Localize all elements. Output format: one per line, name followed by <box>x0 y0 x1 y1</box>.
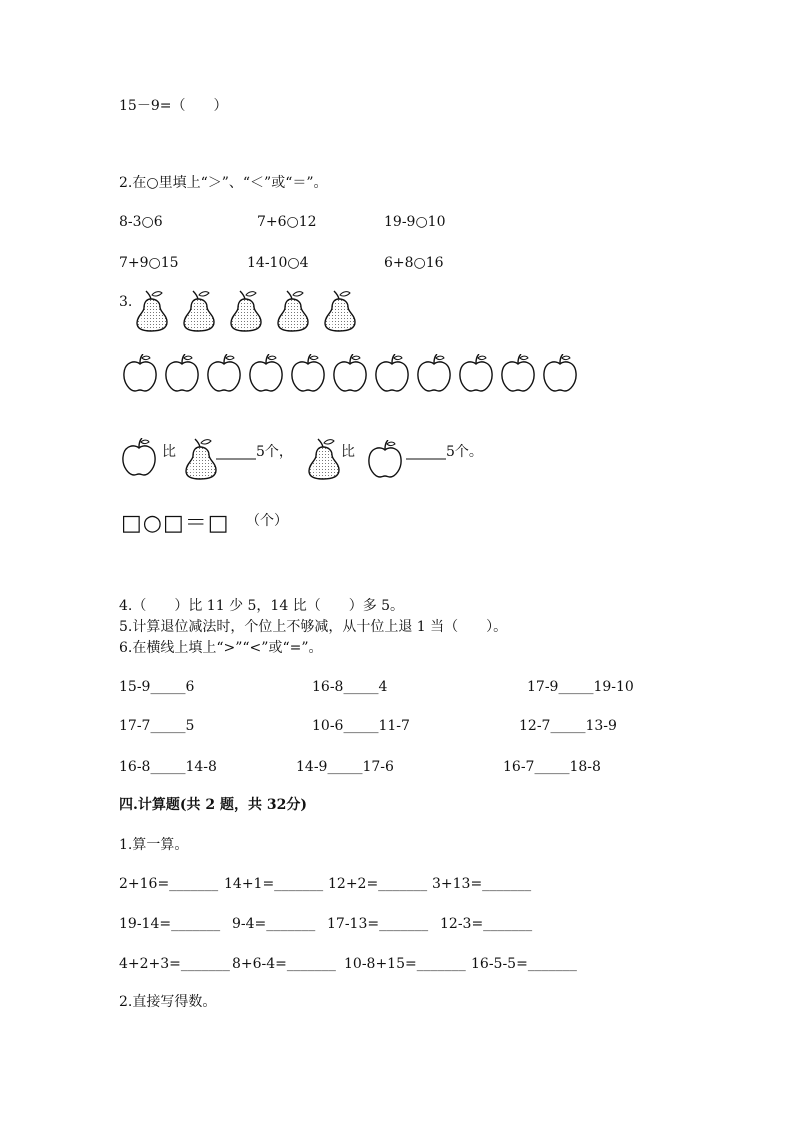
calc-item: 9-4=_______ <box>232 916 316 932</box>
calc-q2-title: 2.直接写得数。 <box>119 994 217 1010</box>
q6-item: 12-7_____13-9 <box>519 718 617 734</box>
calc-item: 10-8+15=_______ <box>344 956 466 972</box>
calc-item: 17-13=_______ <box>327 916 429 932</box>
apple-icon <box>121 438 157 476</box>
formula-boxes[interactable]: □○□＝□ <box>121 511 230 536</box>
apple-icon <box>367 440 403 478</box>
q2-item: 14-10○4 <box>247 255 309 271</box>
q6-item: 16-8_____4 <box>312 679 388 695</box>
apple-icon <box>458 354 494 392</box>
apple-icon <box>206 354 242 392</box>
q6-title: 6.在横线上填上“>”“<”或“=”。 <box>119 640 323 656</box>
calc-item: 16-5-5=_______ <box>471 956 577 972</box>
calc-q1-title: 1.算一算。 <box>119 837 189 853</box>
q2-item: 7+6○12 <box>257 214 317 230</box>
apple-icon <box>164 354 200 392</box>
compare-bi: 比 <box>341 444 355 460</box>
pear-icon <box>183 438 219 480</box>
q2-item: 19-9○10 <box>384 214 446 230</box>
pear-icon <box>306 438 342 480</box>
calc-item: 14+1=_______ <box>224 876 324 892</box>
compare-tail: 5个， <box>256 444 293 460</box>
q2-item: 8-3○6 <box>119 214 163 230</box>
apple-icon <box>248 354 284 392</box>
calc-item: 12-3=_______ <box>440 916 533 932</box>
apple-icon <box>416 354 452 392</box>
q6-item: 14-9_____17-6 <box>296 759 394 775</box>
calc-item: 12+2=_______ <box>328 876 428 892</box>
pear-icon <box>275 290 311 332</box>
q2-title: 2.在○里填上“＞”、“＜”或“＝”。 <box>119 175 328 191</box>
apple-icon <box>542 354 578 392</box>
top-equation: 15－9=（ ） <box>119 98 228 114</box>
calc-item: 19-14=_______ <box>119 916 221 932</box>
apple-icon <box>500 354 536 392</box>
q4: 4.（ ）比 11 少 5，14 比（ ）多 5。 <box>119 598 405 614</box>
pear-icon <box>134 290 170 332</box>
compare-tail: 5个。 <box>446 444 483 460</box>
pear-icon <box>181 290 217 332</box>
compare-bi: 比 <box>162 444 176 460</box>
apple-icon <box>332 354 368 392</box>
q2-item: 7+9○15 <box>119 255 179 271</box>
q2-item: 6+8○16 <box>384 255 444 271</box>
pear-icon <box>322 290 358 332</box>
answer-blank[interactable] <box>406 444 446 460</box>
q6-item: 10-6_____11-7 <box>312 718 410 734</box>
q6-item: 15-9_____6 <box>119 679 195 695</box>
formula-unit: （个） <box>246 513 288 529</box>
calc-item: 8+6-4=_______ <box>232 956 336 972</box>
calc-item: 2+16=_______ <box>119 876 219 892</box>
calc-item: 4+2+3=_______ <box>119 956 230 972</box>
q6-item: 17-7_____5 <box>119 718 195 734</box>
q6-item: 16-8_____14-8 <box>119 759 217 775</box>
q6-item: 16-7_____18-8 <box>503 759 601 775</box>
q6-item: 17-9_____19-10 <box>527 679 634 695</box>
apple-icon <box>290 354 326 392</box>
apple-icon <box>374 354 410 392</box>
section-title: 四.计算题(共 2 题，共 32分) <box>119 797 307 813</box>
apple-icon <box>122 354 158 392</box>
pear-icon <box>228 290 264 332</box>
answer-blank[interactable] <box>216 444 256 460</box>
q5: 5.计算退位减法时，个位上不够减，从十位上退 1 当（ ）。 <box>119 619 508 635</box>
q3-number: 3. <box>119 294 133 310</box>
calc-item: 3+13=_______ <box>432 876 532 892</box>
